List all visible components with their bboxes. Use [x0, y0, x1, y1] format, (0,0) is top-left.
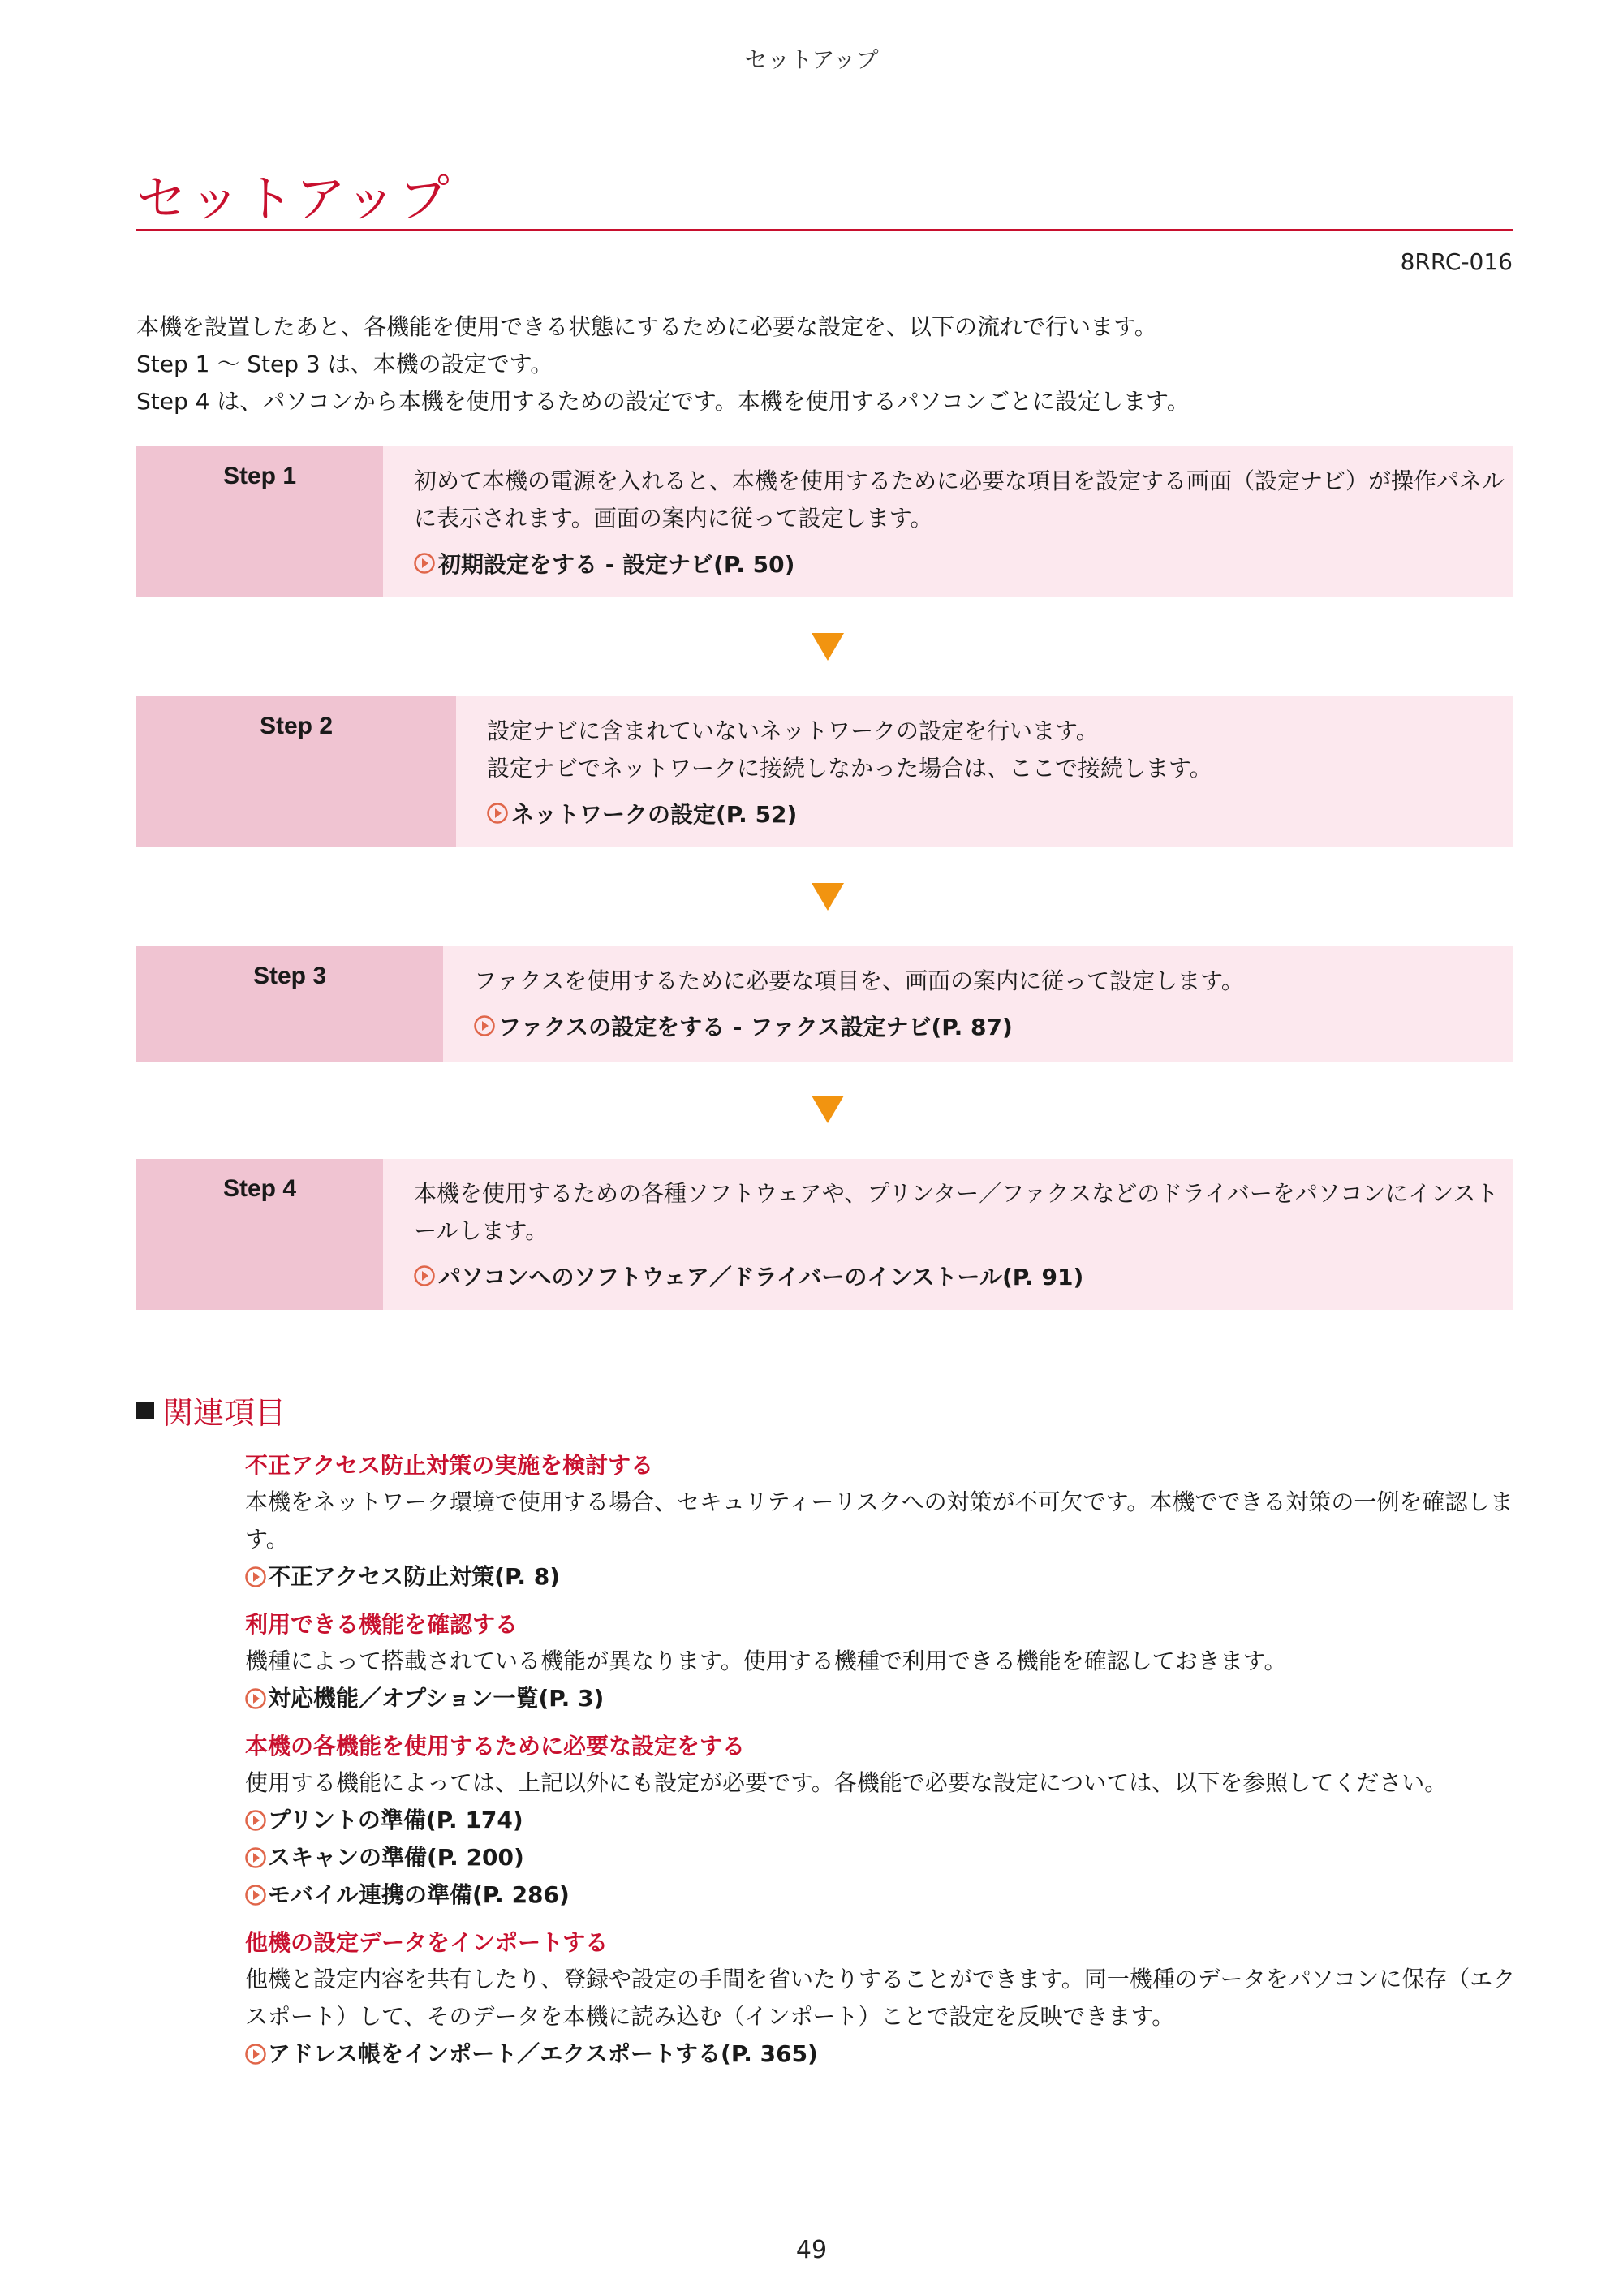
link-arrow-icon	[245, 1810, 266, 1831]
related-item-title: 他機の設定データをインポートする	[245, 1929, 609, 1956]
link-arrow-icon	[474, 1015, 495, 1036]
related-list	[245, 1448, 1519, 2084]
running-header: セットアップ	[744, 46, 879, 73]
related-item-description: 本機をネットワーク環境で使用する場合、セキュリティーリスクへの対策が不可欠です。本機でできる対策の一例を確認します。	[245, 1488, 1513, 1553]
step-3-body	[443, 946, 1513, 1042]
title-divider	[136, 229, 1513, 231]
step-2-link-text: ネットワークの設定(P. 52)	[511, 801, 798, 828]
related-link[interactable]	[245, 1802, 1519, 1839]
related-link-text: アドレス帳をインポート／エクスポートする(P. 365)	[268, 2040, 818, 2067]
related-item-description: 機種によって搭載されている機能が異なります。使用する機種で利用できる機能を確認しておきます。	[245, 1648, 1287, 1674]
step-1-link[interactable]	[414, 547, 1505, 579]
link-arrow-icon	[414, 553, 435, 574]
related-link-text: 不正アクセス防止対策(P. 8)	[268, 1563, 561, 1590]
step-2-body	[456, 696, 1513, 829]
related-link-text: スキャンの準備(P. 200)	[268, 1844, 524, 1871]
link-arrow-icon	[245, 1847, 266, 1868]
intro-line: Step 4 は、パソコンから本機を使用するための設定です。本機を使用するパソコンごとに設定します。	[136, 388, 1190, 415]
intro-section	[136, 308, 1516, 420]
related-link-text: 対応機能／オプション一覧(P. 3)	[268, 1685, 605, 1712]
related-link[interactable]	[245, 1558, 1519, 1596]
link-arrow-icon	[245, 1566, 266, 1587]
related-item	[245, 1729, 1519, 1914]
link-arrow-icon	[245, 2044, 266, 2065]
related-item-title: 不正アクセス防止対策の実施を検討する	[245, 1452, 654, 1479]
step-4-label: Step 4	[136, 1159, 383, 1310]
intro-line: 本機を設置したあと、各機能を使用できる状態にするために必要な設定を、以下の流れで行います。	[136, 313, 1157, 340]
step-4-link[interactable]	[414, 1260, 1505, 1292]
related-link[interactable]	[245, 1876, 1519, 1914]
related-heading-text: 関連項目	[162, 1395, 286, 1431]
step-2-box	[136, 696, 1513, 847]
step-1-link-text: 初期設定をする - 設定ナビ(P. 50)	[438, 551, 795, 578]
link-arrow-icon	[245, 1885, 266, 1906]
step-2-label: Step 2	[136, 696, 456, 847]
step-1-label: Step 1	[136, 446, 383, 597]
step-3-link-text: ファクスの設定をする - ファクス設定ナビ(P. 87)	[498, 1014, 1013, 1040]
intro-line: Step 1 〜 Step 3 は、本機の設定です。	[136, 351, 553, 377]
related-link-text: モバイル連携の準備(P. 286)	[268, 1881, 570, 1908]
step-2-description: 設定ナビに含まれていないネットワークの設定を行います。 設定ナビでネットワークに接続しなかった場合は、ここで接続します。	[487, 717, 1212, 782]
link-arrow-icon	[487, 803, 508, 824]
flow-arrow-icon	[812, 883, 844, 911]
related-item	[245, 1607, 1519, 1717]
step-4-description: 本機を使用するための各種ソフトウェアや、プリンター／ファクスなどのドライバーをパソコンにインストールします。	[414, 1180, 1499, 1244]
related-item-title: 本機の各機能を使用するために必要な設定をする	[245, 1733, 746, 1760]
step-1-box	[136, 446, 1513, 597]
related-heading	[136, 1388, 286, 1432]
step-1-body	[383, 446, 1513, 579]
page-title: セットアップ	[136, 169, 453, 228]
related-link[interactable]	[245, 2035, 1519, 2073]
step-3-description: ファクスを使用するために必要な項目を、画面の案内に従って設定します。	[474, 967, 1244, 994]
related-item-title: 利用できる機能を確認する	[245, 1611, 519, 1638]
step-4-link-text: パソコンへのソフトウェア／ドライバーのインストール(P. 91)	[438, 1264, 1084, 1290]
related-item-description: 他機と設定内容を共有したり、登録や設定の手間を省いたりすることができます。同一機種のデータをパソコンに保存（エクスポート）して、そのデータを本機に読み込む（インポート）ことで設定を反映できます。	[245, 1966, 1516, 2030]
step-3-box	[136, 946, 1513, 1062]
step-3-link[interactable]	[474, 1010, 1505, 1042]
related-item	[245, 1448, 1519, 1596]
flow-arrow-icon	[812, 1096, 844, 1123]
step-2-link[interactable]	[487, 797, 1505, 829]
related-link[interactable]	[245, 1839, 1519, 1876]
step-3-label: Step 3	[136, 946, 443, 1062]
flow-arrow-icon	[812, 633, 844, 661]
document-code: 8RRC-016	[1400, 248, 1513, 275]
link-arrow-icon	[414, 1265, 435, 1286]
step-4-box	[136, 1159, 1513, 1310]
page-number: 49	[795, 2236, 828, 2264]
related-link-text: プリントの準備(P. 174)	[268, 1807, 523, 1833]
link-arrow-icon	[245, 1688, 266, 1709]
step-4-body	[383, 1159, 1513, 1292]
related-item	[245, 1925, 1519, 2073]
square-bullet-icon	[136, 1402, 154, 1419]
step-1-description: 初めて本機の電源を入れると、本機を使用するために必要な項目を設定する画面（設定ナビ）が操作パネルに表示されます。画面の案内に従って設定します。	[414, 467, 1505, 532]
related-item-description: 使用する機能によっては、上記以外にも設定が必要です。各機能で必要な設定については、以下を参照してください。	[245, 1769, 1448, 1796]
related-link[interactable]	[245, 1680, 1519, 1717]
